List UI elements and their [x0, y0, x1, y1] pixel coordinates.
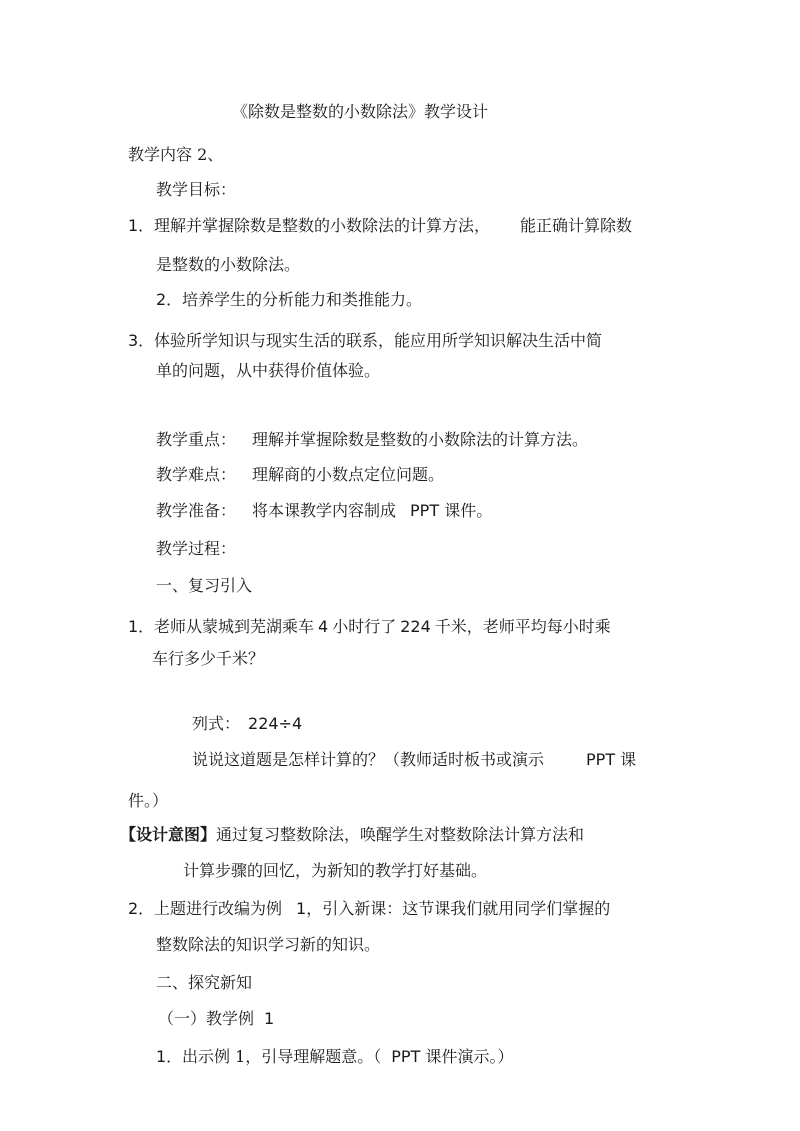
objective-1 [128, 215, 632, 237]
section-1-heading: 一、复习引入 [156, 576, 253, 595]
key-point-label: 教学重点： [156, 430, 237, 449]
review-item-2-text-a: 上题进行改编为例 [154, 899, 283, 918]
objective-3-text: 体验所学知识与现实生活的联系，能应用所学知识解决生活中简 [154, 331, 603, 350]
difficulty-label: 教学难点： [156, 465, 237, 484]
objective-3 [128, 330, 602, 352]
objective-3-number: 3． [128, 331, 155, 350]
design-intent-label: 【设计意图】 [120, 825, 217, 844]
difficulty [156, 464, 444, 486]
explain-text-a: 说说这道题是怎样计算的？（教师适时板书或演示 [192, 750, 545, 769]
formula-label: 列式： [192, 714, 241, 733]
key-point [156, 429, 588, 451]
explain-line [192, 749, 636, 771]
step-1-text-b: PPT 课件演示。） [391, 1047, 514, 1066]
subsection-number: 1 [264, 1009, 275, 1028]
subsection-heading [158, 1008, 274, 1030]
preparation-text-b: PPT 课件。 [410, 501, 493, 520]
review-item-1-text-c: 千米，老师平均每小时乘 [434, 617, 611, 636]
objective-2-text: 培养学生的分析能力和类推能力。 [182, 290, 423, 309]
objective-1-number: 1． [128, 216, 155, 235]
review-item-2-example-number: 1， [296, 899, 323, 918]
review-item-2-line-2: 整数除法的知识学习新的知识。 [156, 935, 381, 954]
objectives-heading: 教学目标： [156, 180, 237, 199]
objective-2-number: 2． [156, 290, 183, 309]
objective-1-line-2: 是整数的小数除法。 [156, 255, 301, 274]
review-item-1-hours: 4 [318, 617, 329, 636]
review-item-1-distance: 224 [400, 617, 431, 636]
review-item-1-line-2: 车行多少千米？ [152, 649, 265, 668]
key-point-text: 理解并掌握除数是整数的小数除法的计算方法。 [252, 430, 589, 449]
review-item-1 [128, 616, 611, 638]
step-1 [156, 1046, 513, 1068]
objective-1-text-a: 理解并掌握除数是整数的小数除法的计算方法， [154, 216, 491, 235]
section-2-heading: 二、探究新知 [156, 973, 253, 992]
difficulty-text: 理解商的小数点定位问题。 [252, 465, 445, 484]
review-item-1-text-a: 老师从蒙城到芜湖乘车 [154, 617, 315, 636]
step-1-text-a: 出示例 1，引导理解题意。（ [182, 1047, 382, 1066]
preparation-text-a: 将本课教学内容制成 [252, 501, 397, 520]
design-intent-text: 通过复习整数除法，唤醒学生对整数除法计算方法和 [216, 825, 585, 844]
content-label: 教学内容 2、 [128, 145, 224, 164]
formula [192, 713, 302, 735]
step-1-number: 1． [156, 1047, 183, 1066]
formula-value: 224÷4 [248, 714, 303, 733]
preparation-label: 教学准备： [156, 501, 237, 520]
review-item-2-text-b: 引入新课：这节课我们就用同学们掌握的 [322, 899, 611, 918]
subsection-label: （一）教学例 [158, 1009, 255, 1028]
process-heading: 教学过程： [156, 539, 237, 558]
document-title: 《除数是整数的小数除法》教学设计 [232, 102, 489, 121]
review-item-1-number: 1． [128, 617, 155, 636]
design-intent [120, 824, 584, 846]
design-intent-line-2: 计算步骤的回忆，为新知的教学打好基础。 [183, 861, 488, 880]
review-item-1-text-b: 小时行了 [332, 617, 397, 636]
objective-3-line-2: 单的问题，从中获得价值体验。 [156, 361, 381, 380]
objective-1-text-b: 能正确计算除数 [520, 216, 633, 235]
explain-text-b: PPT 课 [586, 750, 637, 769]
review-item-2-number: 2． [128, 899, 155, 918]
explain-line-2: 件。） [128, 791, 169, 810]
review-item-2 [128, 898, 610, 920]
objective-2 [156, 289, 422, 311]
preparation [156, 500, 492, 522]
